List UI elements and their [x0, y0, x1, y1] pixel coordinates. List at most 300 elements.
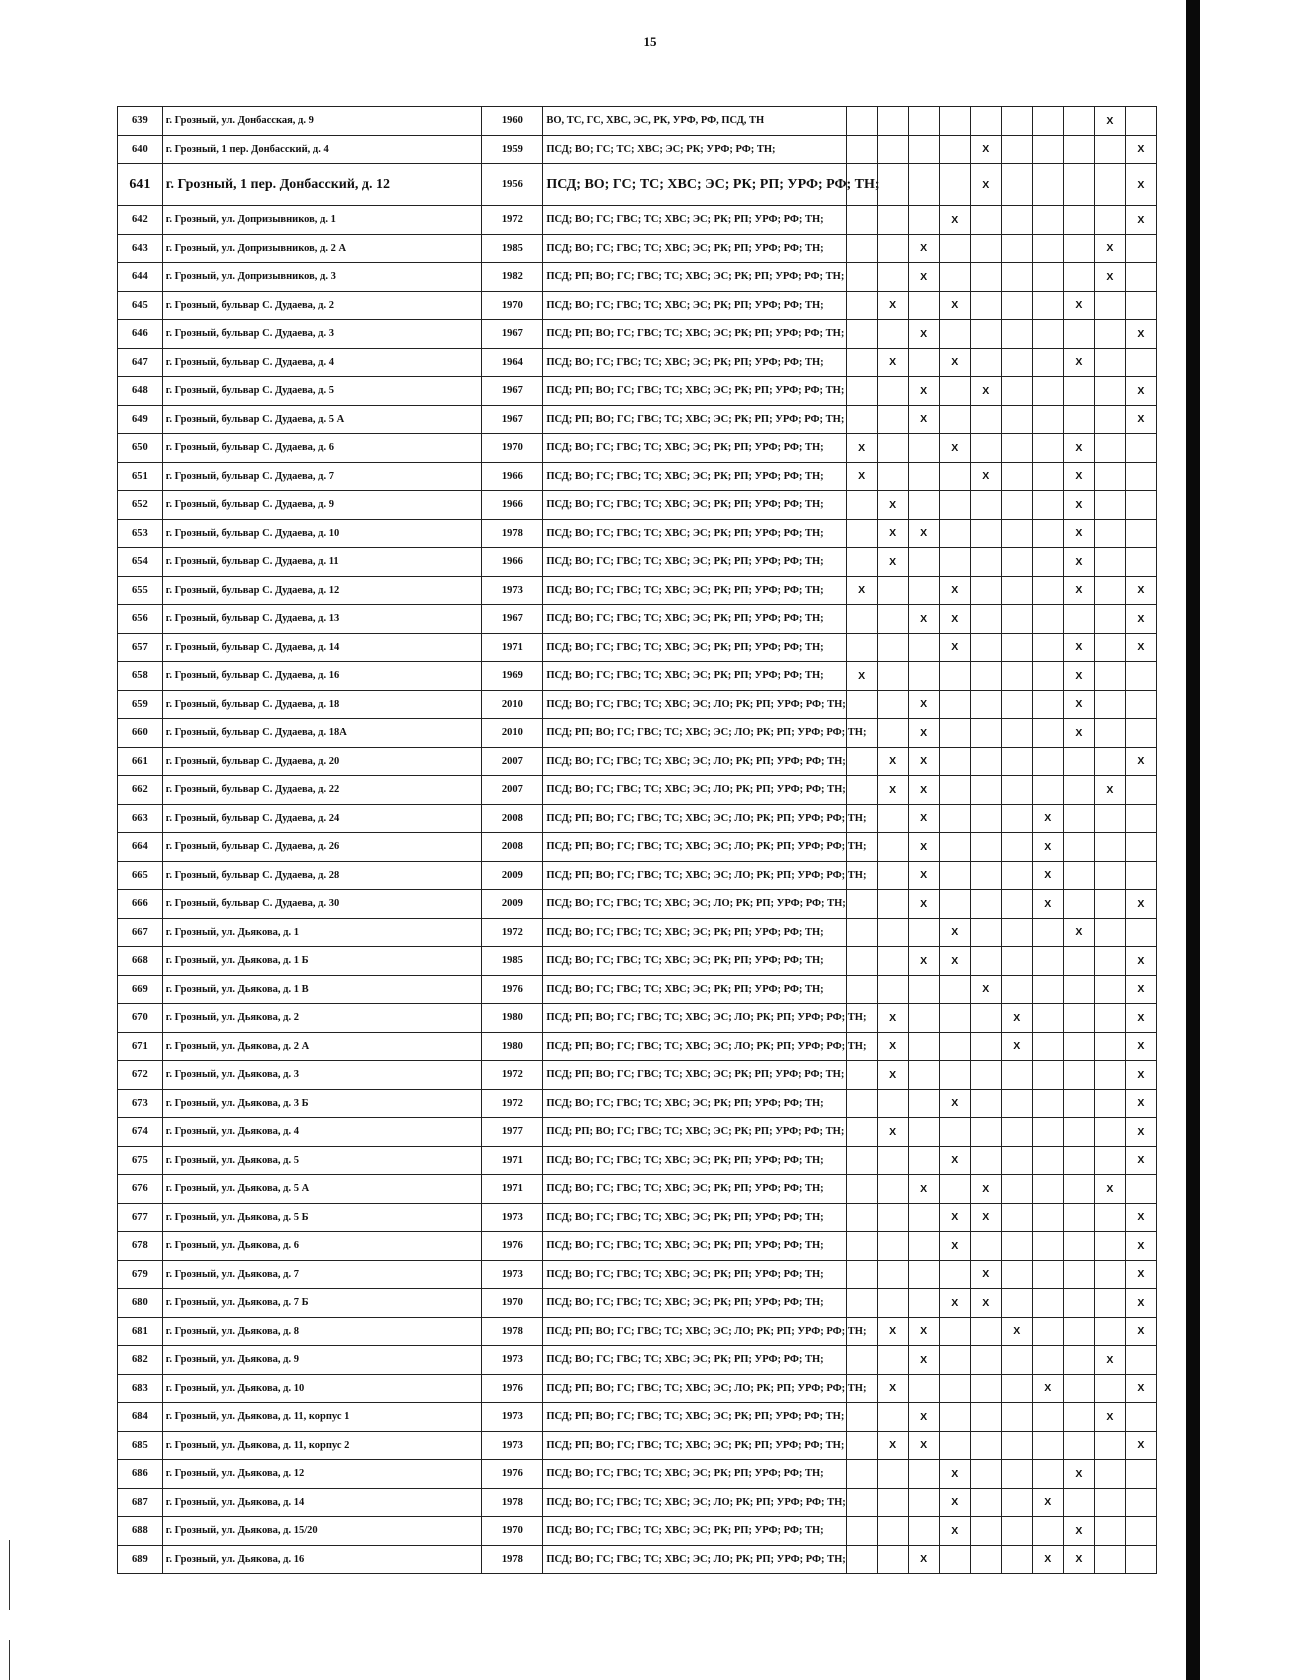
mark-cell — [1125, 548, 1156, 577]
mark-cell — [939, 1346, 970, 1375]
mark-cell — [908, 1289, 939, 1318]
mark-cell — [1001, 1061, 1032, 1090]
mark-cell — [908, 1032, 939, 1061]
mark-cell — [970, 690, 1001, 719]
year-built-cell: 2010 — [482, 719, 543, 748]
mark-cell — [1001, 1089, 1032, 1118]
mark-cell: X — [877, 747, 908, 776]
table-row — [118, 1061, 1157, 1090]
services-cell: ПСД; ВО; ГС; ГВС; ТС; ХВС; ЭС; РК; РП; УРФ; РФ; ТН; — [543, 1460, 846, 1489]
address-cell: г. Грозный, бульвар С. Дудаева, д. 20 — [162, 747, 482, 776]
mark-cell: X — [1063, 690, 1094, 719]
mark-cell — [877, 1289, 908, 1318]
mark-cell: X — [1125, 1061, 1156, 1090]
mark-cell — [846, 1289, 877, 1318]
row-number-cell: 661 — [118, 747, 163, 776]
mark-cell — [970, 1032, 1001, 1061]
table-row — [118, 320, 1157, 349]
services-cell: ПСД; РП; ВО; ГС; ГВС; ТС; ХВС; ЭС; ЛО; РК; РП; УРФ; РФ; ТН; — [543, 1317, 846, 1346]
mark-cell — [1094, 1517, 1125, 1546]
mark-cell — [970, 1374, 1001, 1403]
mark-cell — [1063, 947, 1094, 976]
mark-cell — [1063, 1346, 1094, 1375]
mark-cell — [1063, 107, 1094, 136]
mark-cell — [1094, 1004, 1125, 1033]
row-number-cell: 655 — [118, 576, 163, 605]
address-cell: г. Грозный, бульвар С. Дудаева, д. 12 — [162, 576, 482, 605]
address-cell: г. Грозный, бульвар С. Дудаева, д. 18 — [162, 690, 482, 719]
address-cell: г. Грозный, ул. Дьякова, д. 11, корпус 2 — [162, 1431, 482, 1460]
mark-cell — [877, 1089, 908, 1118]
mark-cell — [1032, 107, 1063, 136]
mark-cell — [908, 462, 939, 491]
mark-cell — [939, 804, 970, 833]
year-built-cell: 2007 — [482, 776, 543, 805]
mark-cell: X — [970, 1260, 1001, 1289]
mark-cell — [846, 1545, 877, 1574]
mark-cell — [1063, 1431, 1094, 1460]
mark-cell — [846, 405, 877, 434]
mark-cell: X — [908, 263, 939, 292]
address-cell: г. Грозный, ул. Дьякова, д. 2 А — [162, 1032, 482, 1061]
address-cell: г. Грозный, ул. Дьякова, д. 7 — [162, 1260, 482, 1289]
mark-cell — [970, 1089, 1001, 1118]
mark-cell — [1001, 776, 1032, 805]
address-cell: г. Грозный, ул. Дьякова, д. 5 — [162, 1146, 482, 1175]
mark-cell — [1094, 918, 1125, 947]
mark-cell — [939, 1317, 970, 1346]
year-built-cell: 1973 — [482, 1203, 543, 1232]
mark-cell — [1125, 776, 1156, 805]
address-cell: г. Грозный, бульвар С. Дудаева, д. 9 — [162, 491, 482, 520]
row-number-cell: 657 — [118, 633, 163, 662]
mark-cell: X — [1001, 1317, 1032, 1346]
row-number-cell: 670 — [118, 1004, 163, 1033]
address-cell: г. Грозный, ул. Дьякова, д. 12 — [162, 1460, 482, 1489]
mark-cell — [1125, 462, 1156, 491]
mark-cell — [939, 234, 970, 263]
mark-cell: X — [1125, 633, 1156, 662]
mark-cell — [970, 576, 1001, 605]
mark-cell: X — [908, 1545, 939, 1574]
services-cell: ПСД; ВО; ГС; ГВС; ТС; ХВС; ЭС; РК; РП; УРФ; РФ; ТН; — [543, 291, 846, 320]
table-row — [118, 1260, 1157, 1289]
row-number-cell: 641 — [118, 164, 163, 206]
services-cell: ПСД; ВО; ГС; ГВС; ТС; ХВС; ЭС; РК; РП; УРФ; РФ; ТН; — [543, 662, 846, 691]
mark-cell — [908, 1118, 939, 1147]
mark-cell — [939, 1403, 970, 1432]
mark-cell — [1063, 833, 1094, 862]
mark-cell: X — [1125, 1089, 1156, 1118]
services-cell: ВО, ТС, ГС, ХВС, ЭС, РК, УРФ, РФ, ПСД, ТН — [543, 107, 846, 136]
year-built-cell: 2009 — [482, 861, 543, 890]
year-built-cell: 2008 — [482, 833, 543, 862]
mark-cell — [1032, 234, 1063, 263]
mark-cell — [1125, 491, 1156, 520]
mark-cell — [970, 291, 1001, 320]
mark-cell — [1125, 719, 1156, 748]
row-number-cell: 648 — [118, 377, 163, 406]
mark-cell — [1032, 320, 1063, 349]
mark-cell — [908, 491, 939, 520]
year-built-cell: 1970 — [482, 1517, 543, 1546]
table-row — [118, 1374, 1157, 1403]
mark-cell: X — [1125, 164, 1156, 206]
mark-cell — [1125, 234, 1156, 263]
mark-cell — [939, 690, 970, 719]
address-cell: г. Грозный, ул. Донбасская, д. 9 — [162, 107, 482, 136]
table-row — [118, 434, 1157, 463]
mark-cell — [939, 1374, 970, 1403]
mark-cell: X — [908, 947, 939, 976]
address-cell: г. Грозный, 1 пер. Донбасский, д. 12 — [162, 164, 482, 206]
mark-cell — [877, 662, 908, 691]
mark-cell — [1001, 291, 1032, 320]
mark-cell — [1001, 947, 1032, 976]
table-row — [118, 804, 1157, 833]
mark-cell — [1094, 462, 1125, 491]
mark-cell — [908, 434, 939, 463]
mark-cell — [1001, 690, 1032, 719]
mark-cell — [1032, 1346, 1063, 1375]
mark-cell — [846, 206, 877, 235]
mark-cell — [846, 890, 877, 919]
mark-cell: X — [1063, 1545, 1094, 1574]
services-cell: ПСД; РП; ВО; ГС; ГВС; ТС; ХВС; ЭС; РК; РП; УРФ; РФ; ТН; — [543, 320, 846, 349]
year-built-cell: 2008 — [482, 804, 543, 833]
services-cell: ПСД; ВО; ГС; ГВС; ТС; ХВС; ЭС; РК; РП; УРФ; РФ; ТН; — [543, 605, 846, 634]
mark-cell — [970, 107, 1001, 136]
services-cell: ПСД; ВО; ГС; ГВС; ТС; ХВС; ЭС; РК; РП; УРФ; РФ; ТН; — [543, 434, 846, 463]
mark-cell — [1032, 263, 1063, 292]
row-number-cell: 651 — [118, 462, 163, 491]
table-row — [118, 1089, 1157, 1118]
mark-cell — [1032, 1146, 1063, 1175]
address-cell: г. Грозный, бульвар С. Дудаева, д. 5 — [162, 377, 482, 406]
mark-cell — [970, 833, 1001, 862]
mark-cell — [908, 1460, 939, 1489]
table-row — [118, 633, 1157, 662]
year-built-cell: 1978 — [482, 1488, 543, 1517]
mark-cell — [846, 605, 877, 634]
services-cell: ПСД; ВО; ГС; ГВС; ТС; ХВС; ЭС; РК; РП; УРФ; РФ; ТН; — [543, 918, 846, 947]
mark-cell — [1032, 1118, 1063, 1147]
mark-cell — [1094, 576, 1125, 605]
address-cell: г. Грозный, 1 пер. Донбасский, д. 4 — [162, 135, 482, 164]
mark-cell — [1125, 1460, 1156, 1489]
mark-cell — [1063, 804, 1094, 833]
table-row — [118, 690, 1157, 719]
mark-cell — [1032, 719, 1063, 748]
year-built-cell: 1960 — [482, 107, 543, 136]
mark-cell: X — [1125, 405, 1156, 434]
mark-cell — [970, 804, 1001, 833]
mark-cell — [1125, 263, 1156, 292]
year-built-cell: 1966 — [482, 491, 543, 520]
mark-cell: X — [1063, 548, 1094, 577]
mark-cell: X — [908, 234, 939, 263]
mark-cell — [1094, 405, 1125, 434]
mark-cell: X — [908, 1403, 939, 1432]
year-built-cell: 1967 — [482, 377, 543, 406]
mark-cell — [908, 1374, 939, 1403]
mark-cell — [970, 1460, 1001, 1489]
mark-cell — [908, 1260, 939, 1289]
mark-cell — [1001, 662, 1032, 691]
mark-cell — [877, 918, 908, 947]
year-built-cell: 1980 — [482, 1004, 543, 1033]
mark-cell — [1001, 633, 1032, 662]
mark-cell — [1094, 548, 1125, 577]
mark-cell — [970, 434, 1001, 463]
mark-cell — [1063, 776, 1094, 805]
mark-cell — [908, 1488, 939, 1517]
year-built-cell: 1985 — [482, 234, 543, 263]
row-number-cell: 688 — [118, 1517, 163, 1546]
services-cell: ПСД; ВО; ГС; ГВС; ТС; ХВС; ЭС; РК; РП; УРФ; РФ; ТН; — [543, 1089, 846, 1118]
mark-cell — [1032, 348, 1063, 377]
mark-cell — [1032, 1460, 1063, 1489]
mark-cell — [970, 1118, 1001, 1147]
table-row — [118, 833, 1157, 862]
row-number-cell: 662 — [118, 776, 163, 805]
mark-cell — [877, 164, 908, 206]
year-built-cell: 1967 — [482, 320, 543, 349]
mark-cell — [1032, 462, 1063, 491]
mark-cell: X — [1125, 1032, 1156, 1061]
mark-cell — [1125, 1517, 1156, 1546]
services-cell: ПСД; ВО; ГС; ГВС; ТС; ХВС; ЭС; РК; РП; УРФ; РФ; ТН; — [543, 548, 846, 577]
mark-cell — [877, 135, 908, 164]
mark-cell: X — [1063, 519, 1094, 548]
mark-cell: X — [970, 377, 1001, 406]
mark-cell — [1032, 434, 1063, 463]
mark-cell: X — [1125, 747, 1156, 776]
address-cell: г. Грозный, бульвар С. Дудаева, д. 4 — [162, 348, 482, 377]
table-row — [118, 1232, 1157, 1261]
mark-cell — [1032, 405, 1063, 434]
mark-cell — [1094, 605, 1125, 634]
mark-cell — [939, 975, 970, 1004]
mark-cell — [1001, 1545, 1032, 1574]
mark-cell — [1032, 662, 1063, 691]
mark-cell — [939, 662, 970, 691]
mark-cell — [1032, 291, 1063, 320]
mark-cell — [1001, 1175, 1032, 1204]
mark-cell — [939, 320, 970, 349]
mark-cell: X — [1032, 804, 1063, 833]
services-cell: ПСД; ВО; ГС; ГВС; ТС; ХВС; ЭС; РК; РП; УРФ; РФ; ТН; — [543, 348, 846, 377]
mark-cell — [1063, 206, 1094, 235]
mark-cell: X — [939, 206, 970, 235]
address-cell: г. Грозный, бульвар С. Дудаева, д. 26 — [162, 833, 482, 862]
mark-cell — [970, 947, 1001, 976]
mark-cell — [877, 804, 908, 833]
mark-cell: X — [1063, 576, 1094, 605]
mark-cell: X — [970, 1289, 1001, 1318]
mark-cell: X — [846, 462, 877, 491]
mark-cell — [1032, 1403, 1063, 1432]
mark-cell — [908, 206, 939, 235]
mark-cell — [908, 1146, 939, 1175]
services-cell: ПСД; РП; ВО; ГС; ГВС; ТС; ХВС; ЭС; РК; РП; УРФ; РФ; ТН; — [543, 1061, 846, 1090]
mark-cell — [908, 633, 939, 662]
mark-cell — [1001, 719, 1032, 748]
mark-cell — [846, 975, 877, 1004]
address-cell: г. Грозный, бульвар С. Дудаева, д. 11 — [162, 548, 482, 577]
table-row — [118, 918, 1157, 947]
services-cell: ПСД; РП; ВО; ГС; ГВС; ТС; ХВС; ЭС; ЛО; РК; РП; УРФ; РФ; ТН; — [543, 1032, 846, 1061]
row-number-cell: 659 — [118, 690, 163, 719]
row-number-cell: 654 — [118, 548, 163, 577]
mark-cell — [1063, 1032, 1094, 1061]
mark-cell — [877, 1346, 908, 1375]
mark-cell — [1001, 405, 1032, 434]
year-built-cell: 1967 — [482, 605, 543, 634]
mark-cell — [1032, 135, 1063, 164]
table-row — [118, 776, 1157, 805]
mark-cell: X — [939, 947, 970, 976]
registry-body — [118, 107, 1157, 1574]
mark-cell: X — [908, 804, 939, 833]
mark-cell — [877, 947, 908, 976]
mark-cell — [1125, 1403, 1156, 1432]
row-number-cell: 677 — [118, 1203, 163, 1232]
mark-cell — [1001, 1289, 1032, 1318]
mark-cell — [877, 405, 908, 434]
mark-cell — [1094, 1089, 1125, 1118]
mark-cell — [970, 918, 1001, 947]
mark-cell — [1001, 548, 1032, 577]
year-built-cell: 1985 — [482, 947, 543, 976]
mark-cell: X — [877, 1317, 908, 1346]
mark-cell — [1094, 947, 1125, 976]
mark-cell: X — [1063, 719, 1094, 748]
mark-cell — [1063, 1289, 1094, 1318]
mark-cell — [908, 1089, 939, 1118]
mark-cell — [1094, 164, 1125, 206]
mark-cell: X — [846, 662, 877, 691]
year-built-cell: 1970 — [482, 291, 543, 320]
mark-cell: X — [846, 576, 877, 605]
mark-cell — [1001, 491, 1032, 520]
mark-cell — [1094, 491, 1125, 520]
mark-cell: X — [1125, 1118, 1156, 1147]
mark-cell: X — [1032, 890, 1063, 919]
services-cell: ПСД; ВО; ГС; ГВС; ТС; ХВС; ЭС; РК; РП; УРФ; РФ; ТН; — [543, 633, 846, 662]
services-cell: ПСД; ВО; ГС; ГВС; ТС; ХВС; ЭС; РК; РП; УРФ; РФ; ТН; — [543, 576, 846, 605]
mark-cell — [970, 519, 1001, 548]
year-built-cell: 1964 — [482, 348, 543, 377]
address-cell: г. Грозный, ул. Допризывников, д. 2 А — [162, 234, 482, 263]
year-built-cell: 1973 — [482, 1431, 543, 1460]
year-built-cell: 1973 — [482, 1346, 543, 1375]
address-cell: г. Грозный, бульвар С. Дудаева, д. 5 А — [162, 405, 482, 434]
row-number-cell: 686 — [118, 1460, 163, 1489]
mark-cell — [939, 1175, 970, 1204]
mark-cell — [1094, 1061, 1125, 1090]
mark-cell — [1001, 1232, 1032, 1261]
table-row — [118, 348, 1157, 377]
mark-cell — [846, 348, 877, 377]
mark-cell: X — [1125, 1289, 1156, 1318]
table-row — [118, 576, 1157, 605]
table-row — [118, 1146, 1157, 1175]
mark-cell — [1032, 1517, 1063, 1546]
mark-cell — [1063, 234, 1094, 263]
mark-cell — [1001, 164, 1032, 206]
table-row — [118, 719, 1157, 748]
year-built-cell: 2009 — [482, 890, 543, 919]
mark-cell — [939, 1260, 970, 1289]
mark-cell: X — [877, 776, 908, 805]
mark-cell: X — [1032, 1488, 1063, 1517]
mark-cell — [939, 548, 970, 577]
mark-cell: X — [877, 1118, 908, 1147]
mark-cell: X — [939, 1089, 970, 1118]
table-row — [118, 662, 1157, 691]
mark-cell — [1001, 975, 1032, 1004]
row-number-cell: 680 — [118, 1289, 163, 1318]
table-row — [118, 1431, 1157, 1460]
table-row — [118, 861, 1157, 890]
mark-cell — [1032, 1260, 1063, 1289]
row-number-cell: 649 — [118, 405, 163, 434]
mark-cell: X — [1094, 107, 1125, 136]
row-number-cell: 685 — [118, 1431, 163, 1460]
mark-cell — [1032, 776, 1063, 805]
services-cell: ПСД; ВО; ГС; ГВС; ТС; ХВС; ЭС; РК; РП; УРФ; РФ; ТН; — [543, 491, 846, 520]
mark-cell: X — [1125, 975, 1156, 1004]
table-row — [118, 1118, 1157, 1147]
mark-cell — [1125, 434, 1156, 463]
services-cell: ПСД; ВО; ГС; ГВС; ТС; ХВС; ЭС; РК; РП; УРФ; РФ; ТН; — [543, 234, 846, 263]
mark-cell — [1001, 1403, 1032, 1432]
table-row — [118, 491, 1157, 520]
mark-cell — [1063, 1004, 1094, 1033]
mark-cell: X — [1125, 206, 1156, 235]
row-number-cell: 650 — [118, 434, 163, 463]
mark-cell: X — [1094, 776, 1125, 805]
table-row — [118, 263, 1157, 292]
table-row — [118, 164, 1157, 206]
mark-cell — [908, 107, 939, 136]
services-cell: ПСД; РП; ВО; ГС; ГВС; ТС; ХВС; ЭС; РК; РП; УРФ; РФ; ТН; — [543, 405, 846, 434]
mark-cell — [877, 434, 908, 463]
row-number-cell: 660 — [118, 719, 163, 748]
mark-cell — [877, 1460, 908, 1489]
mark-cell — [846, 377, 877, 406]
mark-cell — [1125, 291, 1156, 320]
mark-cell — [1001, 747, 1032, 776]
mark-cell: X — [1094, 1346, 1125, 1375]
mark-cell — [908, 918, 939, 947]
mark-cell — [1032, 1089, 1063, 1118]
mark-cell — [877, 1175, 908, 1204]
mark-cell — [1094, 833, 1125, 862]
services-cell: ПСД; ВО; ГС; ГВС; ТС; ХВС; ЭС; РК; РП; УРФ; РФ; ТН; — [543, 1203, 846, 1232]
address-cell: г. Грозный, ул. Дьякова, д. 8 — [162, 1317, 482, 1346]
mark-cell: X — [1032, 833, 1063, 862]
mark-cell: X — [1125, 1203, 1156, 1232]
services-cell: ПСД; ВО; ГС; ГВС; ТС; ХВС; ЭС; РК; РП; УРФ; РФ; ТН; — [543, 519, 846, 548]
address-cell: г. Грозный, ул. Допризывников, д. 3 — [162, 263, 482, 292]
mark-cell: X — [1063, 462, 1094, 491]
mark-cell: X — [1094, 234, 1125, 263]
mark-cell — [970, 747, 1001, 776]
services-cell: ПСД; РП; ВО; ГС; ГВС; ТС; ХВС; ЭС; ЛО; РК; РП; УРФ; РФ; ТН; — [543, 1004, 846, 1033]
mark-cell: X — [1125, 1317, 1156, 1346]
